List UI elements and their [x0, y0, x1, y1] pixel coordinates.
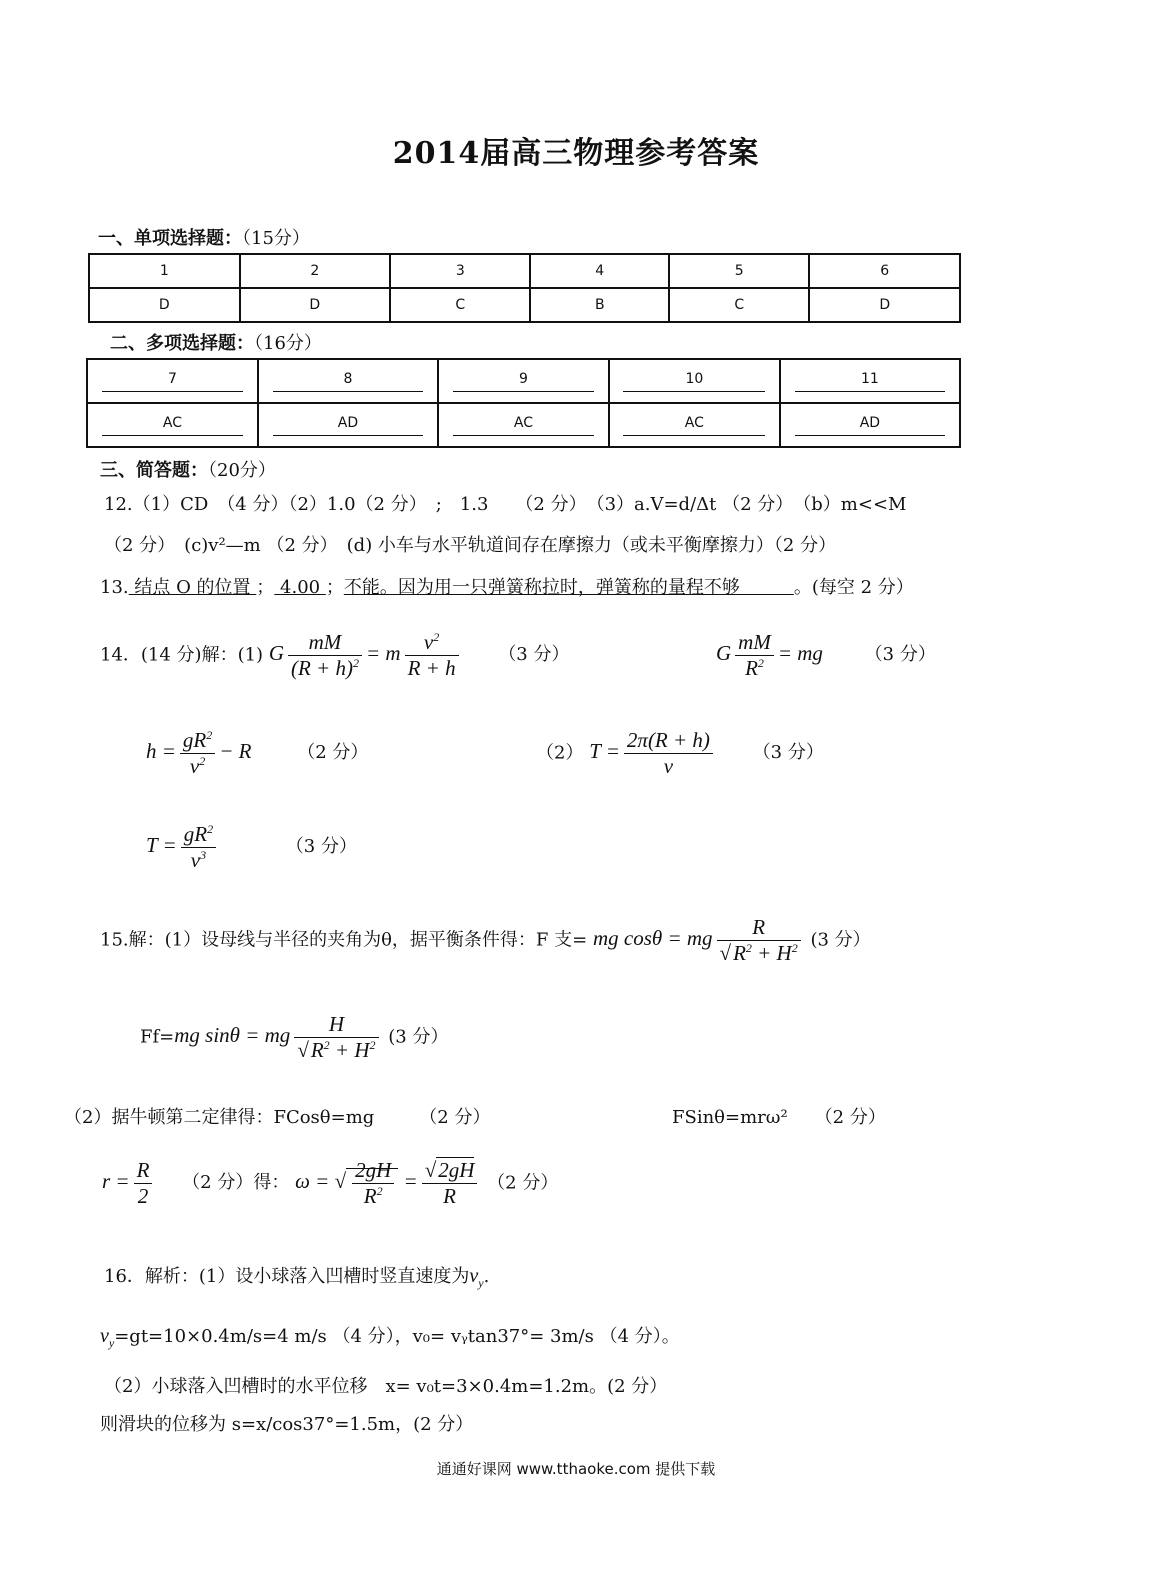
table-cell: D — [89, 288, 240, 322]
q16-line3: （2）小球落入凹槽时的水平位移 x= v₀t=3×0.4m=1.2m。(2 分） — [104, 1376, 668, 1397]
cell-text: AC — [102, 415, 244, 436]
q13-prefix: 13. — [100, 577, 129, 598]
table-cell — [438, 403, 609, 447]
formula: G $\frac{mM}{(R + h)^2}$ = m $\frac{v^2}{R + h}$ — [269, 641, 463, 665]
formula: h = $\frac{gR^2}{v^2}$ − R — [146, 728, 252, 778]
table-cell — [780, 403, 960, 447]
q16-text2: =gt=10×0.4m/s=4 m/s （4 分），v₀= vᵧtan37°= 3m/s （4 分）。 — [114, 1326, 680, 1347]
q16-line4: 则滑块的位移为 s=x/cos37°=1.5m，(2 分） — [100, 1414, 474, 1435]
table-cell — [609, 403, 780, 447]
q16-line1: 16．解析：(1）设小球落入凹槽时竖直速度为$v_y$. — [104, 1265, 490, 1290]
cell-text: AD — [273, 415, 423, 436]
cell-text: 9 — [453, 371, 595, 392]
q14-line3 — [146, 822, 357, 873]
formula: T = $\frac{gR^2}{v^3}$ — [146, 833, 220, 857]
table-cell: 1 — [89, 254, 240, 288]
cell-text: 11 — [795, 371, 945, 392]
q15-line2 — [140, 1012, 448, 1063]
table-cell: D — [240, 288, 391, 322]
table-cell — [87, 403, 258, 447]
cell-text: 10 — [623, 371, 765, 392]
q15-ff-label: Ff= — [140, 1026, 175, 1048]
cell-text: AD — [795, 415, 945, 436]
section2-title: 二、多项选择题： — [110, 333, 254, 354]
formula: G $\frac{mM}{R^2}$ = mg — [716, 630, 823, 680]
formula: r = $\frac{R}{2}$ — [102, 1169, 156, 1193]
q13-blank3: 不能。因为用一只弹簧称拉时，弹簧称的量程不够 — [343, 577, 794, 598]
section2-points: （16分） — [254, 333, 322, 354]
section1-title: 一、单项选择题： — [98, 228, 242, 249]
multi-choice-table — [86, 358, 961, 448]
table-cell: C — [390, 288, 530, 322]
q15-line3b: FSinθ=mrω² （2 分） — [672, 1107, 886, 1128]
q15-line1 — [100, 915, 871, 966]
table-cell: 4 — [530, 254, 669, 288]
table-cell: 5 — [669, 254, 809, 288]
section1-heading — [98, 224, 310, 250]
q15-score1: (3 分） — [810, 929, 871, 951]
q12-line1: 12.（1）CD （4 分）（2）1.0（2 分） ; 1.3 （2 分） （3）a.V=d/Δt （2 分） （b）m<<M — [104, 494, 907, 515]
section3-heading — [100, 456, 276, 482]
section3-title: 三、简答题： — [100, 460, 208, 481]
table-cell — [258, 359, 438, 403]
q16-line2 — [100, 1322, 680, 1351]
table-cell: 3 — [390, 254, 530, 288]
formula: $v_y$ — [100, 1325, 115, 1350]
q14-score4: （3 分） — [752, 742, 824, 764]
table-cell — [609, 359, 780, 403]
q13-suffix: 。(每空 2 分） — [793, 577, 914, 598]
cell-text: 7 — [102, 371, 244, 392]
q14-intro: 14．(14 分)解：(1) — [100, 644, 264, 666]
q14-score3: （2 分） — [297, 742, 369, 764]
q14-score1: （3 分） — [498, 644, 570, 666]
q13-blank1: 结点 O 的位置 — [128, 577, 257, 598]
q15-score4: （2 分） — [487, 1172, 559, 1194]
q14-line1b — [716, 630, 936, 681]
formula: mg sinθ = mg $\frac{H}{√R^2 + H^2}$ — [174, 1023, 382, 1047]
q14-line1 — [100, 630, 570, 681]
q15-score3: （2 分）得： — [182, 1172, 290, 1194]
formula: $v_y$ — [469, 1265, 484, 1290]
q14-score5: （3 分） — [285, 836, 357, 858]
table-cell — [780, 359, 960, 403]
table-cell — [438, 359, 609, 403]
q15-score2: (3 分） — [388, 1026, 449, 1048]
formula: ω = √ $\frac{2gH}{R^2}$ = $\frac{√2gH}{R}$ — [295, 1169, 481, 1193]
q13-line: 13. 结点 O 的位置 ； 4.00 ；不能。因为用一只弹簧称拉时，弹簧称的量程不够 。(每空 2 分） — [100, 577, 914, 598]
q14-part2-label: （2） — [536, 742, 584, 764]
table-cell: B — [530, 288, 669, 322]
q15-intro: 15.解：(1）设母线与半径的夹角为θ，据平衡条件得：F 支= — [100, 929, 588, 951]
q13-blank2: 4.00 — [274, 577, 326, 598]
section2-heading — [110, 329, 322, 355]
formula: mg cosθ = mg $\frac{R}{√R^2 + H^2}$ — [593, 926, 805, 950]
formula: T = $\frac{2\pi(R + h)}{v}$ — [589, 739, 717, 763]
q12-line2: （2 分） (c)v²—m （2 分） (d) 小车与水平轨道间存在摩擦力（或未平衡摩擦力）（2 分） — [104, 535, 837, 556]
cell-text: 8 — [273, 371, 423, 392]
q16-text1: 16．解析：(1）设小球落入凹槽时竖直速度为 — [104, 1266, 470, 1287]
q15-line3: （2）据牛顿第二定律得：FCosθ=mg （2 分） — [64, 1107, 491, 1128]
footer-credit: 通通好课网 www.tthaoke.com 提供下载 — [436, 1460, 716, 1478]
q14-score2: （3 分） — [864, 644, 936, 666]
cell-text: AC — [453, 415, 595, 436]
section1-points: （15分） — [242, 228, 310, 249]
section3-points: （20分） — [208, 460, 276, 481]
table-cell: D — [809, 288, 960, 322]
q14-line2b — [536, 728, 824, 779]
q14-line2 — [146, 728, 368, 779]
table-cell — [87, 359, 258, 403]
table-cell: C — [669, 288, 809, 322]
q15-line4 — [102, 1158, 558, 1209]
table-cell: 2 — [240, 254, 391, 288]
single-choice-table — [88, 253, 961, 323]
page-title: 2014届高三物理参考答案 — [392, 136, 760, 171]
cell-text: AC — [623, 415, 765, 436]
table-cell: 6 — [809, 254, 960, 288]
table-cell — [258, 403, 438, 447]
